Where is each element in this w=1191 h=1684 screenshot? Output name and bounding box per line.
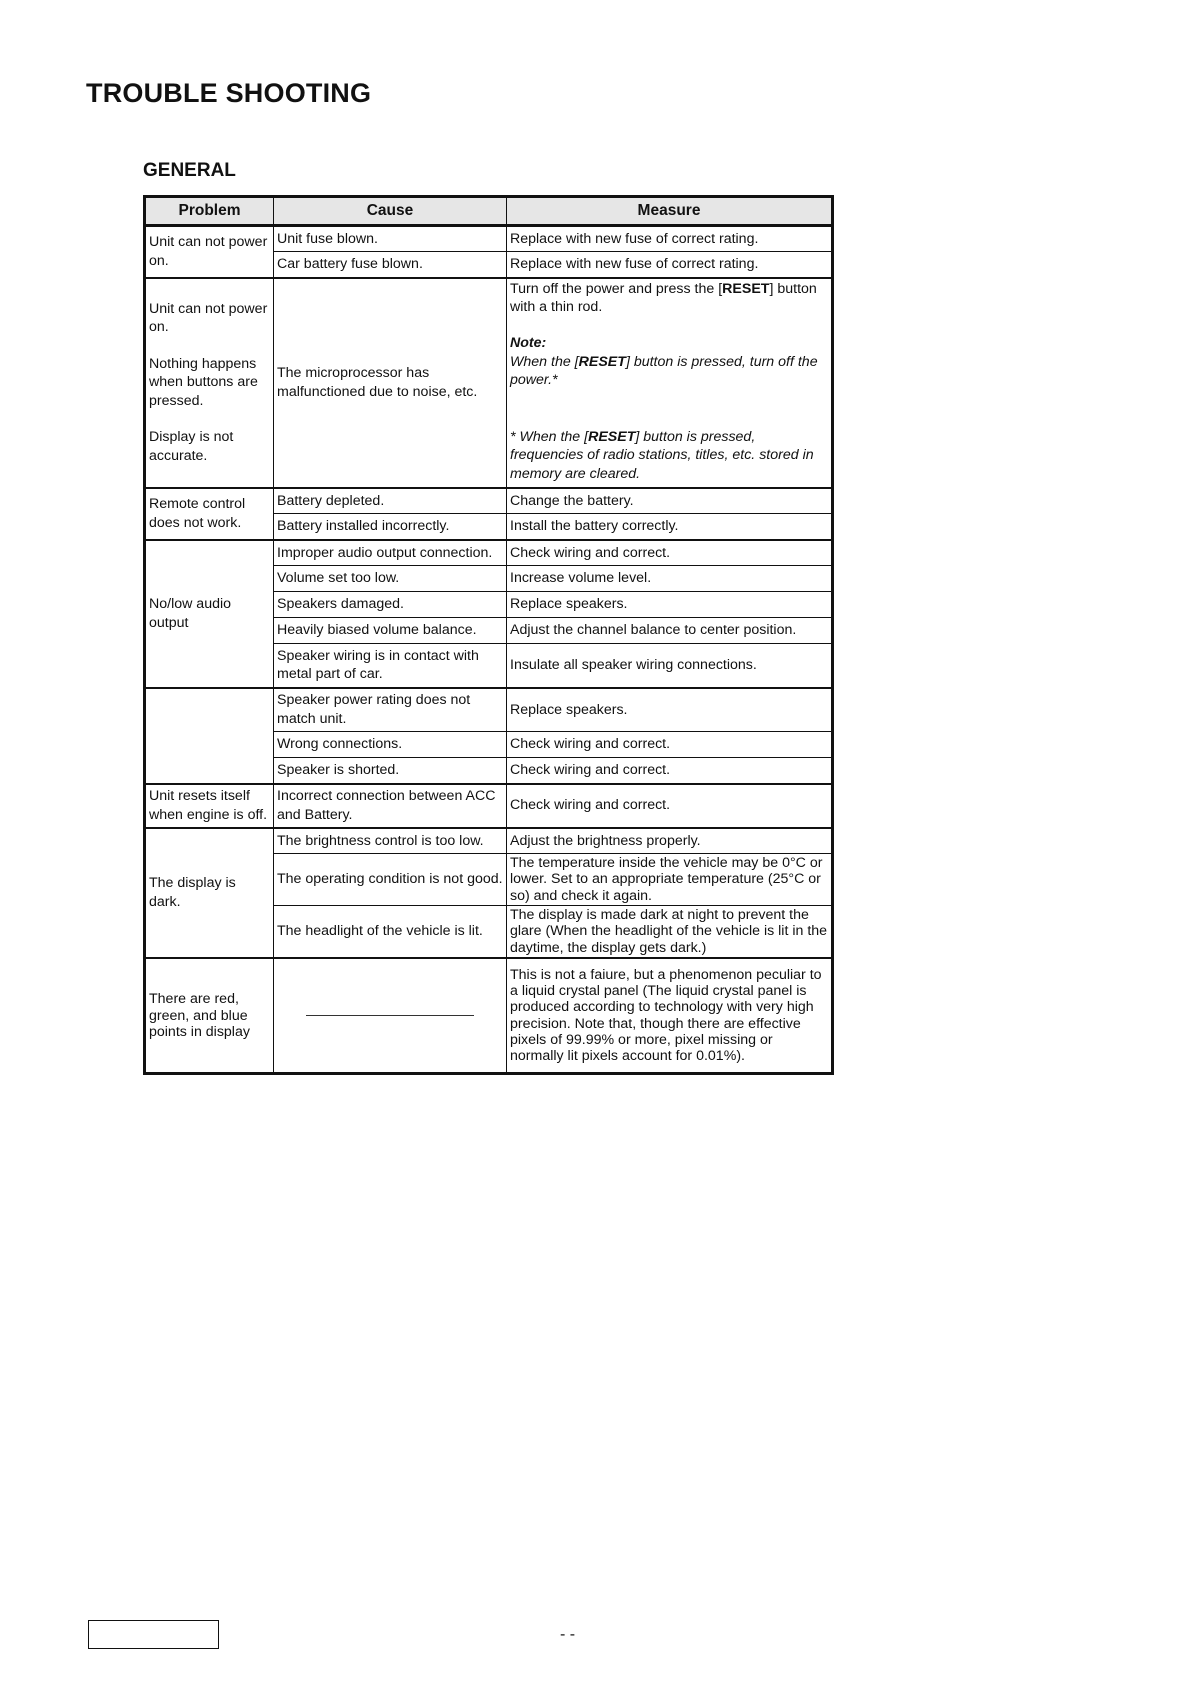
table-row — [145, 958, 833, 1074]
measure-cell: Replace speakers. — [507, 688, 833, 732]
reset-keyword: RESET — [578, 353, 626, 370]
cause-cell: Incorrect connection between ACC and Battery. — [274, 784, 507, 828]
problem-line: Nothing happens when buttons are pressed. — [149, 355, 258, 409]
table-row — [145, 226, 833, 252]
measure-cell: Increase volume level. — [507, 566, 833, 592]
problem-cell: Unit can not power on. — [145, 226, 274, 278]
cause-cell: Speaker is shorted. — [274, 758, 507, 784]
cause-cell: The headlight of the vehicle is lit. — [274, 905, 507, 957]
cause-cell: Battery depleted. — [274, 488, 507, 514]
cause-cell — [274, 958, 507, 1074]
measure-cell: Install the battery correctly. — [507, 514, 833, 540]
problem-cell — [145, 688, 274, 784]
table-row — [145, 784, 833, 828]
table-row — [145, 488, 833, 514]
note-label: Note: — [510, 335, 547, 352]
problem-cell: There are red, green, and blue points in display — [145, 958, 274, 1074]
measure-cell: Insulate all speaker wiring connections. — [507, 644, 833, 688]
measure-cell: Adjust the channel balance to center position. — [507, 618, 833, 644]
cause-cell: The brightness control is too low. — [274, 828, 507, 854]
cause-cell: Battery installed incorrectly. — [274, 514, 507, 540]
header-measure: Measure — [507, 197, 833, 226]
table-row — [145, 828, 833, 854]
cause-cell: The operating condition is not good. — [274, 854, 507, 906]
problem-cell: Remote control does not work. — [145, 488, 274, 540]
cause-cell: Improper audio output connection. — [274, 540, 507, 566]
cause-cell: Volume set too low. — [274, 566, 507, 592]
cause-cell: Speaker wiring is in contact with metal part of car. — [274, 644, 507, 688]
measure-cell: Check wiring and correct. — [507, 732, 833, 758]
problem-line: Display is not accurate. — [149, 429, 234, 464]
cause-cell: Speakers damaged. — [274, 592, 507, 618]
cause-cell: Car battery fuse blown. — [274, 252, 507, 278]
measure-cell — [507, 278, 833, 488]
measure-cell: Check wiring and correct. — [507, 540, 833, 566]
measure-cell: Check wiring and correct. — [507, 784, 833, 828]
footnote-text: * When the [RESET] button is pressed, frequencies of radio stations, titles, etc. stored in memory are cleared. — [510, 428, 814, 482]
cause-cell: Unit fuse blown. — [274, 226, 507, 252]
header-problem: Problem — [145, 197, 274, 226]
measure-cell: Change the battery. — [507, 488, 833, 514]
table-row — [145, 540, 833, 566]
page-number: - - — [560, 1626, 576, 1643]
cause-cell: Speaker power rating does not match unit. — [274, 688, 507, 732]
reset-keyword: RESET — [722, 280, 770, 297]
problem-cell — [145, 278, 274, 488]
measure-cell: The display is made dark at night to prevent the glare (When the headlight of the vehicle is lit in the daytime, the display gets dark.) — [507, 905, 833, 957]
reset-instruction: Turn off the power and press the [RESET] button with a thin rod. — [510, 280, 817, 315]
blank-cause-line — [306, 1015, 474, 1016]
table-header-row — [145, 197, 833, 226]
measure-cell: Check wiring and correct. — [507, 758, 833, 784]
reset-keyword: RESET — [588, 428, 636, 445]
measure-cell: Replace with new fuse of correct rating. — [507, 226, 833, 252]
measure-cell: The temperature inside the vehicle may be 0°C or lower. Set to an appropriate temperature (25°C or so) and check it again. — [507, 854, 833, 906]
measure-cell: This is not a faiure, but a phenomenon peculiar to a liquid crystal panel (The liquid crystal panel is produced according to technology with very high precision. Note that, though there are effective pixels of 99.99% or more, pixel missing or normally lit pixels account for 0.01%). — [507, 958, 833, 1074]
cause-cell: Wrong connections. — [274, 732, 507, 758]
table-row — [145, 278, 833, 488]
section-title: GENERAL — [143, 160, 236, 181]
header-cause: Cause — [274, 197, 507, 226]
page-title: TROUBLE SHOOTING — [86, 78, 372, 108]
note-text: When the [RESET] button is pressed, turn off the power.* — [510, 353, 818, 389]
table-row — [145, 688, 833, 732]
problem-cell: No/low audio output — [145, 540, 274, 688]
measure-cell: Replace speakers. — [507, 592, 833, 618]
problem-line: Unit can not power on. — [149, 300, 268, 336]
cause-cell: Heavily biased volume balance. — [274, 618, 507, 644]
measure-cell: Adjust the brightness properly. — [507, 828, 833, 854]
cause-cell: The microprocessor has malfunctioned due to noise, etc. — [274, 278, 507, 488]
measure-cell: Replace with new fuse of correct rating. — [507, 252, 833, 278]
page-label-box — [88, 1620, 219, 1649]
problem-cell: The display is dark. — [145, 828, 274, 958]
problem-cell: Unit resets itself when engine is off. — [145, 784, 274, 828]
troubleshooting-table — [143, 195, 834, 1075]
